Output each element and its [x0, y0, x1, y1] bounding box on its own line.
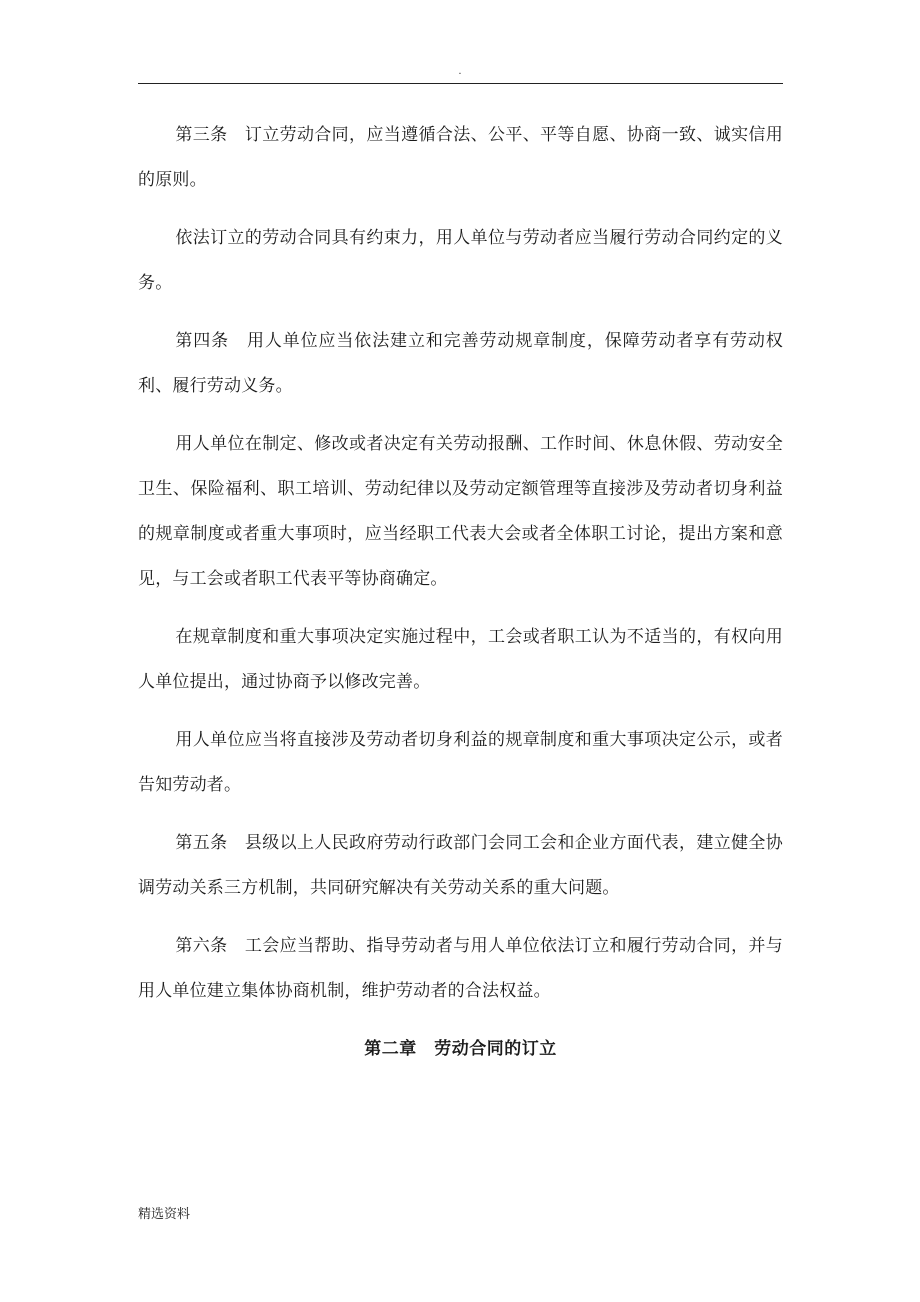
paragraph-article-5: 第五条 县级以上人民政府劳动行政部门会同工会和企业方面代表，建立健全协调劳动关系三方机制，共同研究解决有关劳动关系的重大问题。	[138, 833, 783, 898]
paragraph-binding-force: 依法订立的劳动合同具有约束力，用人单位与劳动者应当履行劳动合同约定的义务。	[138, 228, 783, 293]
paragraph-article-3: 第三条 订立劳动合同，应当遵循合法、公平、平等自愿、协商一致、诚实信用的原则。	[138, 125, 783, 190]
header-rule	[138, 83, 783, 84]
paragraph-article-6: 第六条 工会应当帮助、指导劳动者与用人单位依法订立和履行劳动合同，并与用人单位建立集体协商机制，维护劳动者的合法权益。	[138, 936, 783, 1001]
paragraph-rules-revision: 在规章制度和重大事项决定实施过程中，工会或者职工认为不适当的，有权向用人单位提出，通过协商予以修改完善。	[138, 627, 783, 692]
header-mark: .	[458, 66, 462, 77]
paragraph-article-4: 第四条 用人单位应当依法建立和完善劳动规章制度，保障劳动者享有劳动权利、履行劳动义务。	[138, 331, 783, 396]
footer-text: 精选资料	[138, 1207, 191, 1222]
chapter-heading: 第二章 劳动合同的订立	[364, 1039, 557, 1059]
document-body	[138, 113, 783, 1072]
paragraph-rules-consultation: 用人单位在制定、修改或者决定有关劳动报酬、工作时间、休息休假、劳动安全卫生、保险福利、职工培训、劳动纪律以及劳动定额管理等直接涉及劳动者切身利益的规章制度或者重大事项时，应当经职工代表大会或者全体职工讨论，提出方案和意见，与工会或者职工代表平等协商确定。	[138, 434, 783, 589]
paragraph-rules-publication: 用人单位应当将直接涉及劳动者切身利益的规章制度和重大事项决定公示，或者告知劳动者。	[138, 730, 783, 795]
